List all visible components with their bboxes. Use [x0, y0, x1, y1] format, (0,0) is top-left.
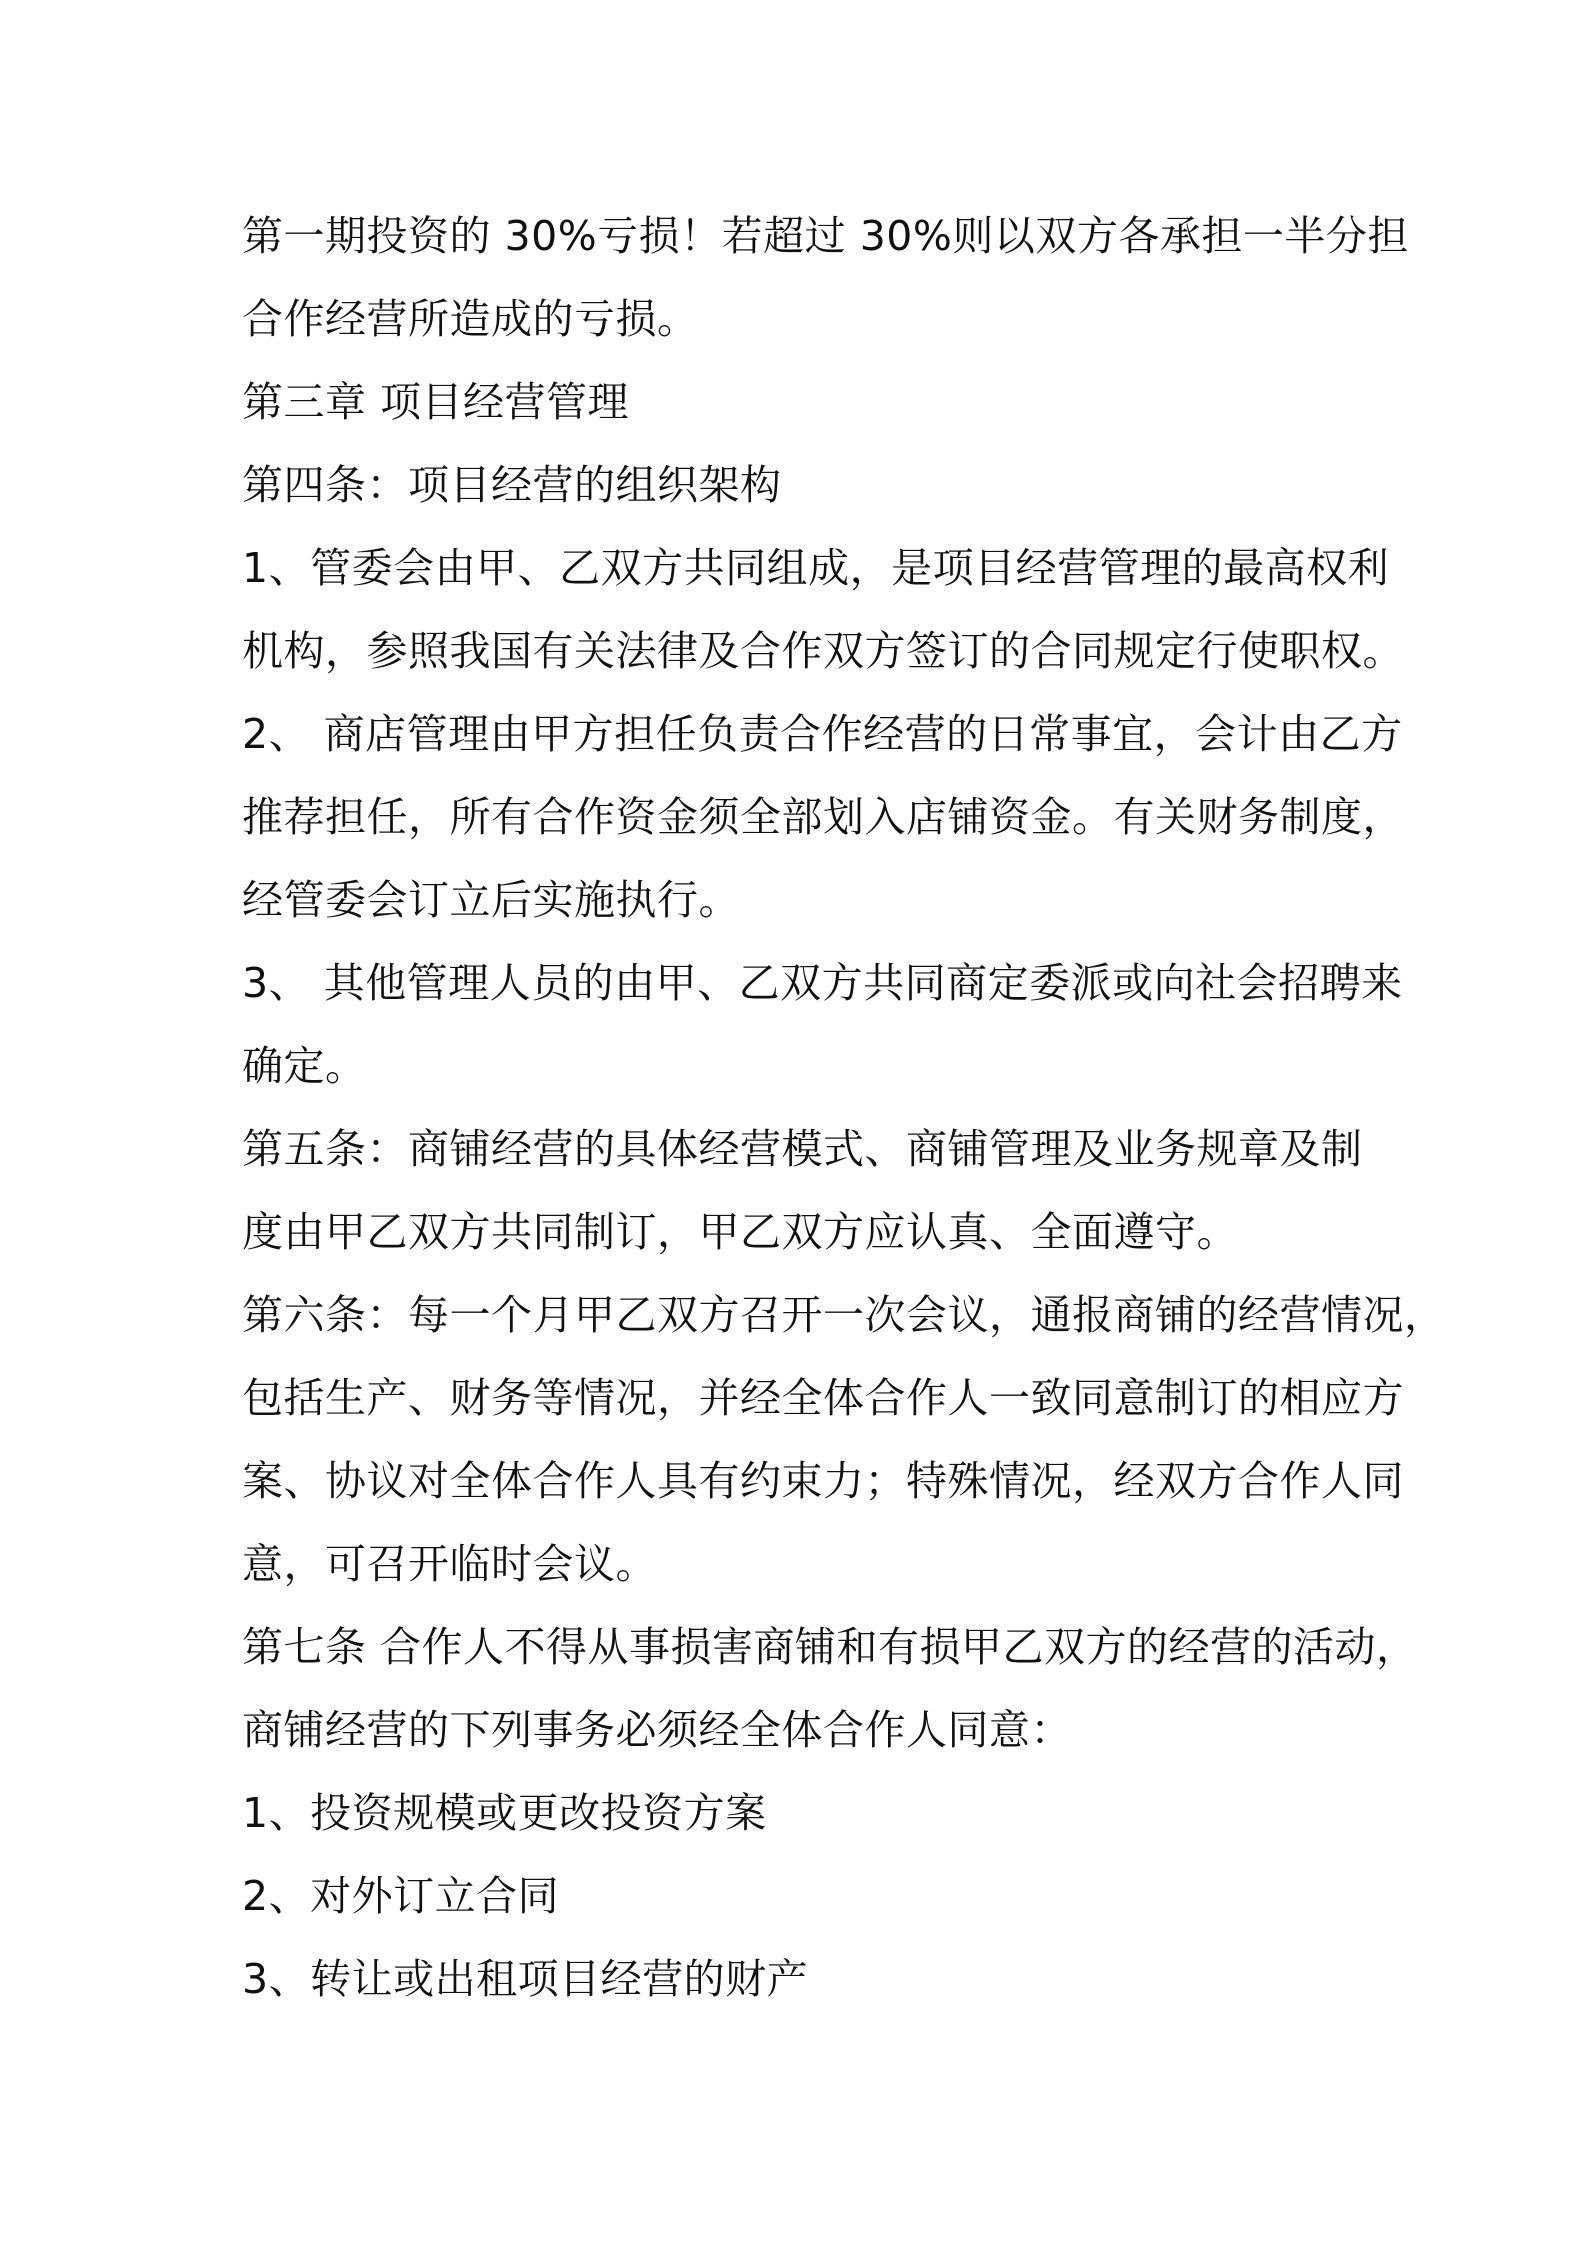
text-line: 2、 商店管理由甲方担任负责合作经营的日常事宜，会计由乙方 [242, 710, 1403, 758]
list-item: 2、对外订立合同 [242, 1872, 560, 1920]
text-line: 推荐担任，所有合作资金须全部划入店铺资金。有关财务制度， [242, 793, 1404, 841]
document-body [242, 195, 1446, 2021]
list-item: 1、投资规模或更改投资方案 [242, 1789, 767, 1837]
text-line: 机构，参照我国有关法律及合作双方签订的合同规定行使职权。 [242, 627, 1404, 675]
text-line: 第五条：商铺经营的具体经营模式、商铺管理及业务规章及制 [242, 1125, 1363, 1173]
text-line: 1、管委会由甲、乙双方共同组成，是项目经营管理的最高权利 [242, 544, 1390, 592]
text-line: 第一期投资的 30%亏损！若超过 30%则以双方各承担一半分担 [242, 212, 1409, 260]
text-line: 确定。 [242, 1042, 367, 1090]
text-line: 第七条 合作人不得从事损害商铺和有损甲乙双方的经营的活动， [242, 1623, 1418, 1671]
text-line: 包括生产、财务等情况，并经全体合作人一致同意制订的相应方 [242, 1374, 1404, 1422]
list-item: 3、转让或出租项目经营的财产 [242, 1955, 809, 2003]
text-line: 商铺经营的下列事务必须经全体合作人同意： [242, 1706, 1072, 1754]
text-line: 案、协议对全体合作人具有约束力；特殊情况，经双方合作人同 [242, 1457, 1404, 1505]
text-line: 经管委会订立后实施执行。 [242, 876, 740, 924]
text-line: 3、 其他管理人员的由甲、乙双方共同商定委派或向社会招聘来 [242, 959, 1403, 1007]
chapter-heading: 第三章 项目经营管理 [242, 378, 630, 426]
text-line: 意，可召开临时会议。 [242, 1540, 657, 1588]
text-line: 度由甲乙双方共同制订，甲乙双方应认真、全面遵守。 [242, 1208, 1238, 1256]
text-line: 合作经营所造成的亏损。 [242, 295, 699, 343]
text-line: 第六条：每一个月甲乙双方召开一次会议，通报商铺的经营情况， [242, 1291, 1446, 1339]
article-heading: 第四条：项目经营的组织架构 [242, 461, 782, 509]
